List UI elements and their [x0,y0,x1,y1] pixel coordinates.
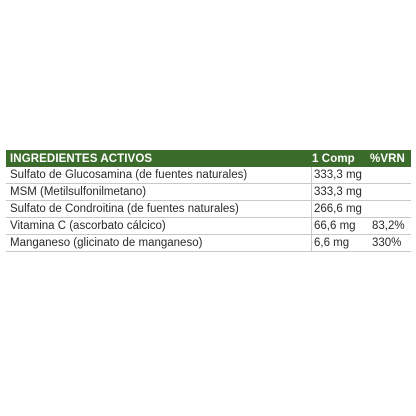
ingredient-vrn: 330% [372,237,402,249]
table-row [6,183,411,200]
ingredient-name: Sulfato de Glucosamina (de fuentes naturales) [6,167,312,183]
ingredient-name: MSM (Metilsulfonilmetano) [6,184,312,200]
table-body [6,167,411,252]
ingredient-amount: 333,3 mg [314,186,362,198]
header-vrn: %VRN [370,152,405,165]
ingredient-amount: 6,6 mg [314,237,350,249]
table-row [6,167,411,183]
ingredient-name: Vitamina C (ascorbato cálcico) [6,218,312,234]
ingredient-amount: 66,6 mg [314,220,356,232]
ingredient-amount: 266,6 mg [314,203,362,215]
ingredient-name: Sulfato de Condroitina (de fuentes naturales) [6,201,312,217]
ingredient-vrn: 83,2% [372,220,405,232]
header-ingredient: INGREDIENTES ACTIVOS [10,152,153,165]
ingredient-amount: 333,3 mg [314,169,362,181]
ingredient-name: Manganeso (glicinato de manganeso) [6,235,312,251]
table-row [6,234,411,251]
table-row [6,200,411,217]
table-header [6,150,411,167]
ingredients-table [6,150,411,252]
header-amount: 1 Comp [312,152,355,165]
table-row [6,217,411,234]
